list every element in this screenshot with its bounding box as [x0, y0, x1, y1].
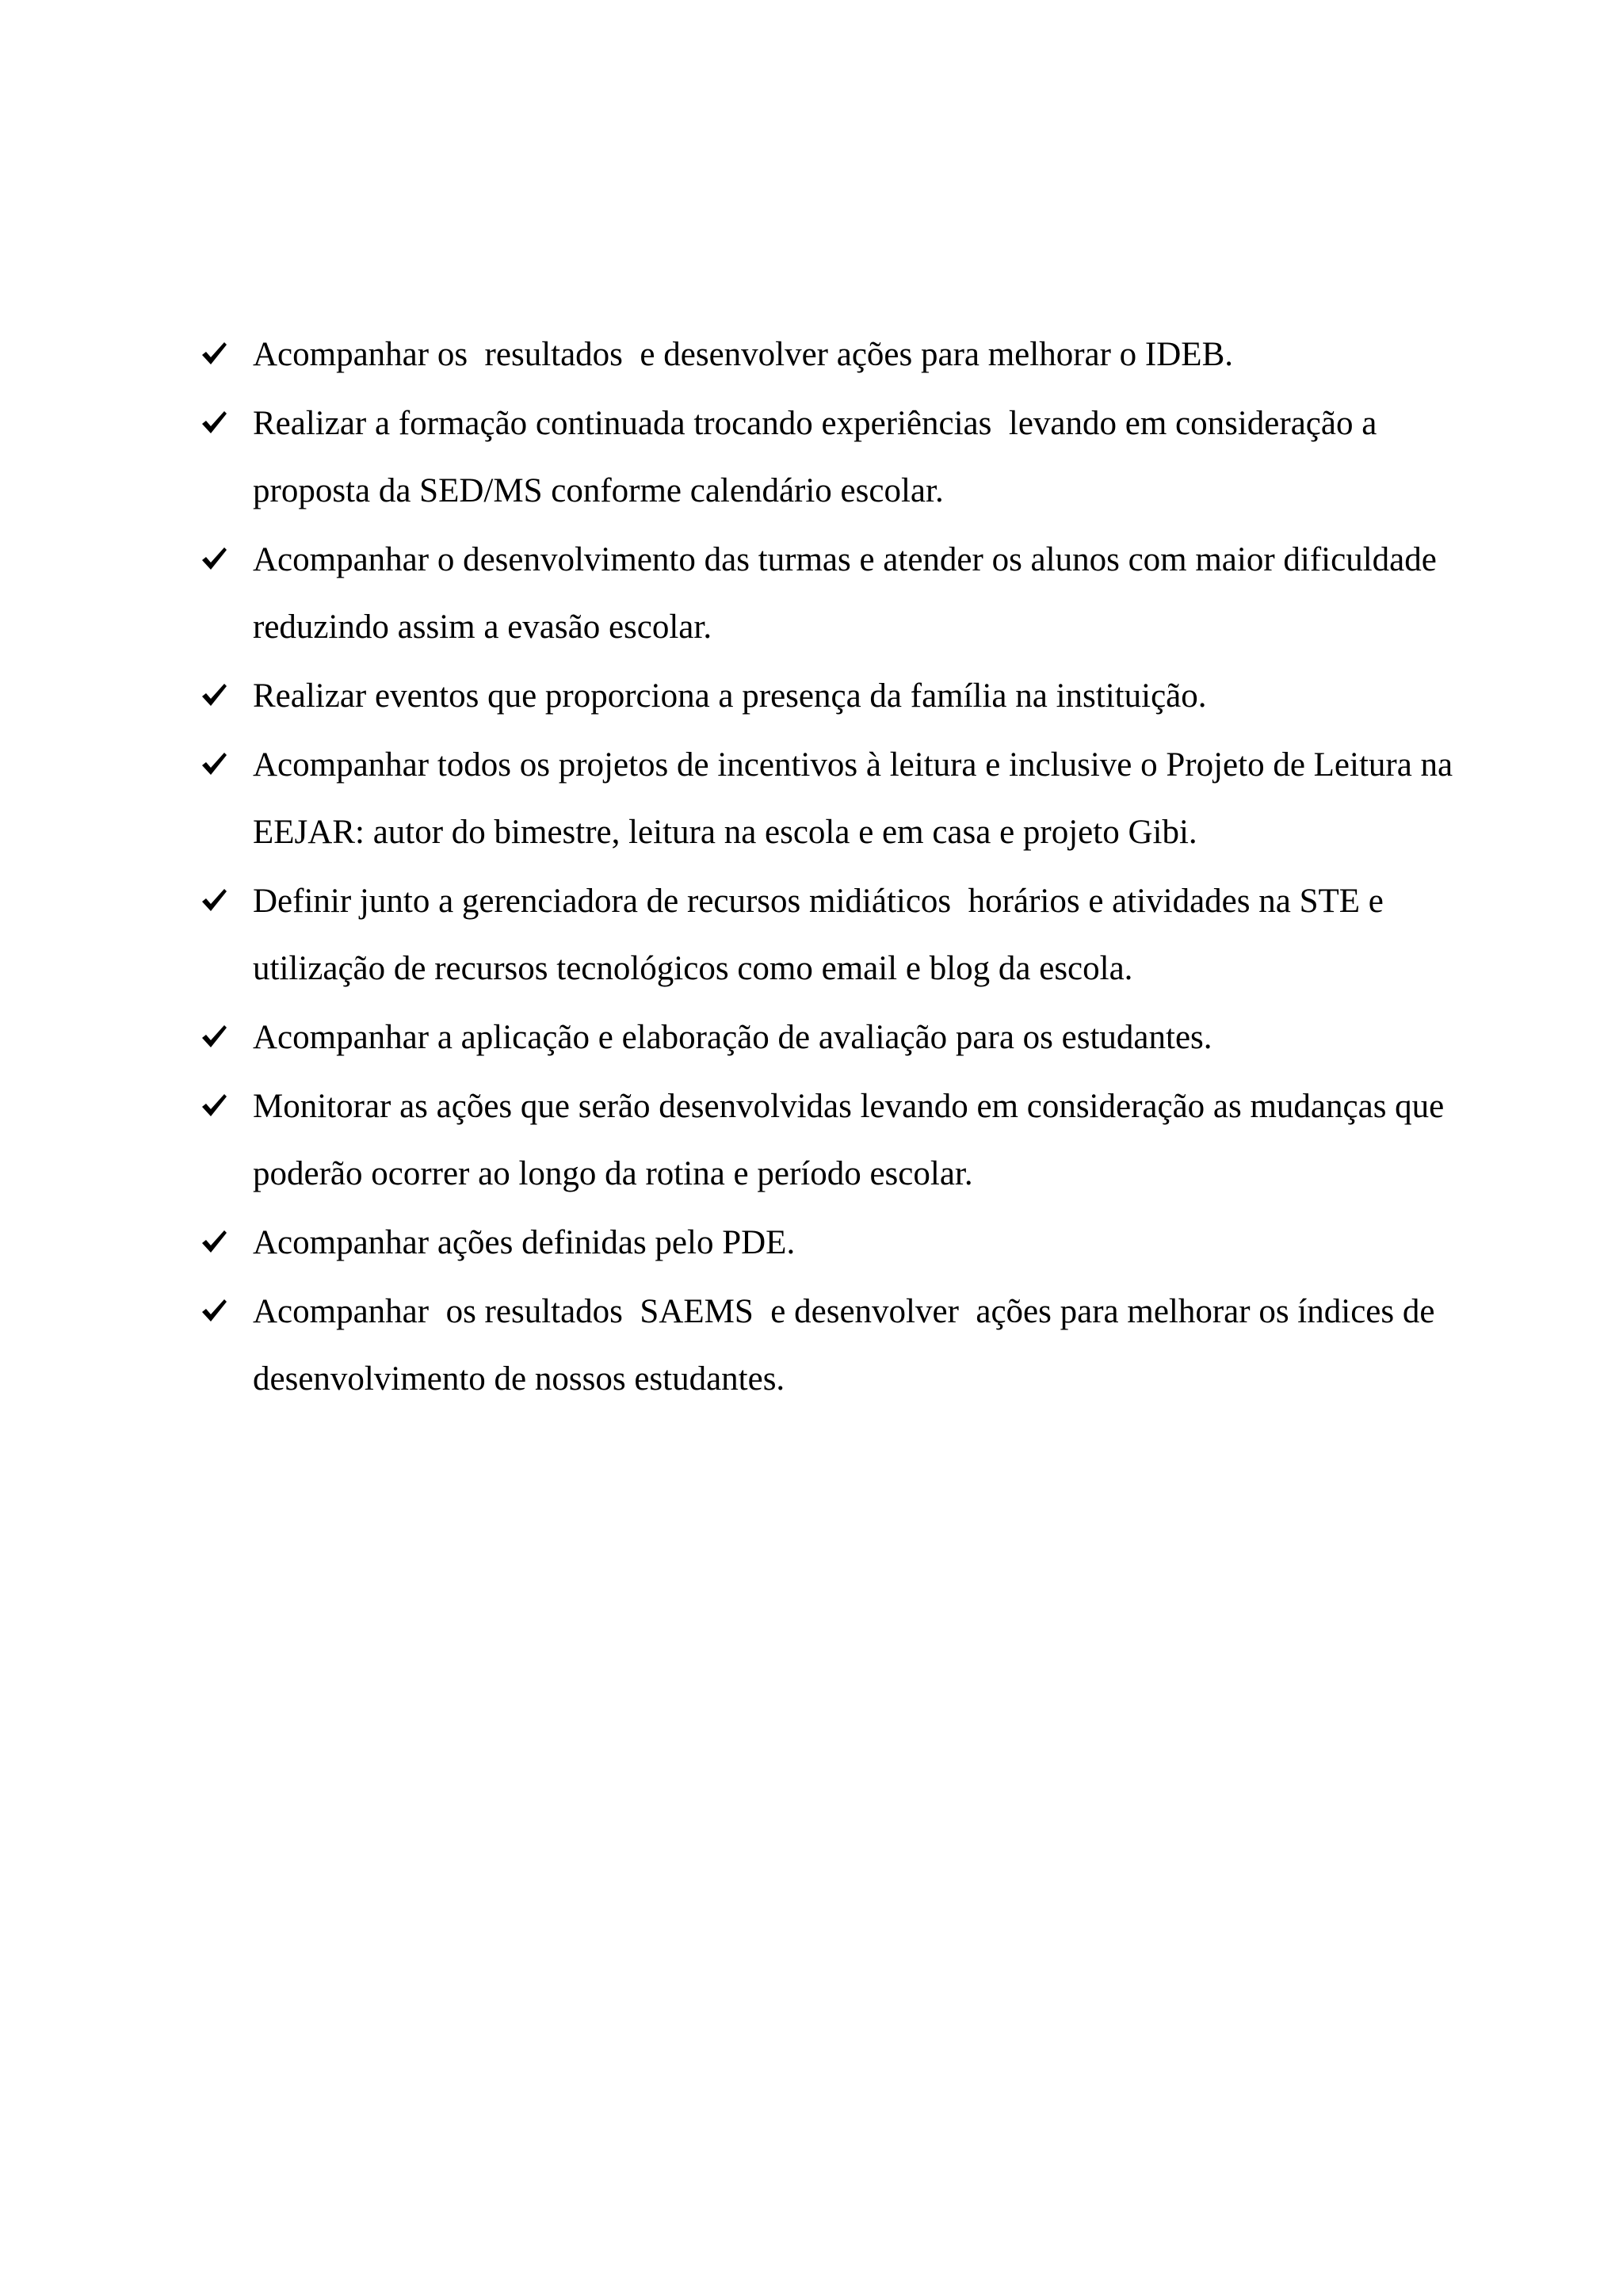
list-item — [200, 1209, 1500, 1276]
list-item — [200, 662, 1500, 730]
check-mark-icon — [200, 681, 227, 708]
check-mark-icon — [200, 1023, 227, 1050]
list-item-text: Acompanhar os resultados SAEMS e desenvolver ações para melhorar os índices de desenvolvimento de nossos estudantes. — [253, 1293, 1444, 1398]
list-item — [200, 321, 1500, 388]
list-item — [200, 526, 1500, 661]
list-item-text: Definir junto a gerenciadora de recursos midiáticos horários e atividades na STE e utilização de recursos tecnológicos como email e blog da escola. — [253, 883, 1392, 987]
list-item — [200, 868, 1500, 1002]
list-item-text: Acompanhar ações definidas pelo PDE. — [253, 1224, 796, 1261]
check-mark-icon — [200, 1228, 227, 1255]
check-mark-icon — [200, 1092, 227, 1119]
list-item — [200, 1278, 1500, 1413]
action-checklist — [200, 321, 1500, 1414]
list-item — [200, 1073, 1500, 1207]
list-item-text: Acompanhar os resultados e desenvolver ações para melhorar o IDEB. — [253, 336, 1234, 373]
check-mark-icon — [200, 409, 227, 436]
check-mark-icon — [200, 545, 227, 572]
list-item-text: Realizar eventos que proporciona a presença da família na instituição. — [253, 677, 1207, 715]
check-mark-icon — [200, 340, 227, 367]
check-mark-icon — [200, 1297, 227, 1324]
list-item-text: Realizar a formação continuada trocando experiências levando em consideração a proposta da SED/MS conforme calendário escolar. — [253, 405, 1386, 509]
check-mark-icon — [200, 887, 227, 913]
list-item-text: Acompanhar todos os projetos de incentivos à leitura e inclusive o Projeto de Leitura na EEJAR: autor do bimestre, leitura na escola e em casa e projeto Gibi. — [253, 746, 1461, 851]
list-item-text: Acompanhar a aplicação e elaboração de avaliação para os estudantes. — [253, 1019, 1212, 1056]
list-item-text: Acompanhar o desenvolvimento das turmas e atender os alunos com maior dificuldade reduzindo assim a evasão escolar. — [253, 541, 1445, 646]
check-mark-icon — [200, 750, 227, 777]
list-item — [200, 731, 1500, 866]
list-item — [200, 390, 1500, 524]
list-item — [200, 1004, 1500, 1071]
list-item-text: Monitorar as ações que serão desenvolvidas levando em consideração as mudanças que poderão ocorrer ao longo da rotina e período escolar. — [253, 1088, 1453, 1192]
